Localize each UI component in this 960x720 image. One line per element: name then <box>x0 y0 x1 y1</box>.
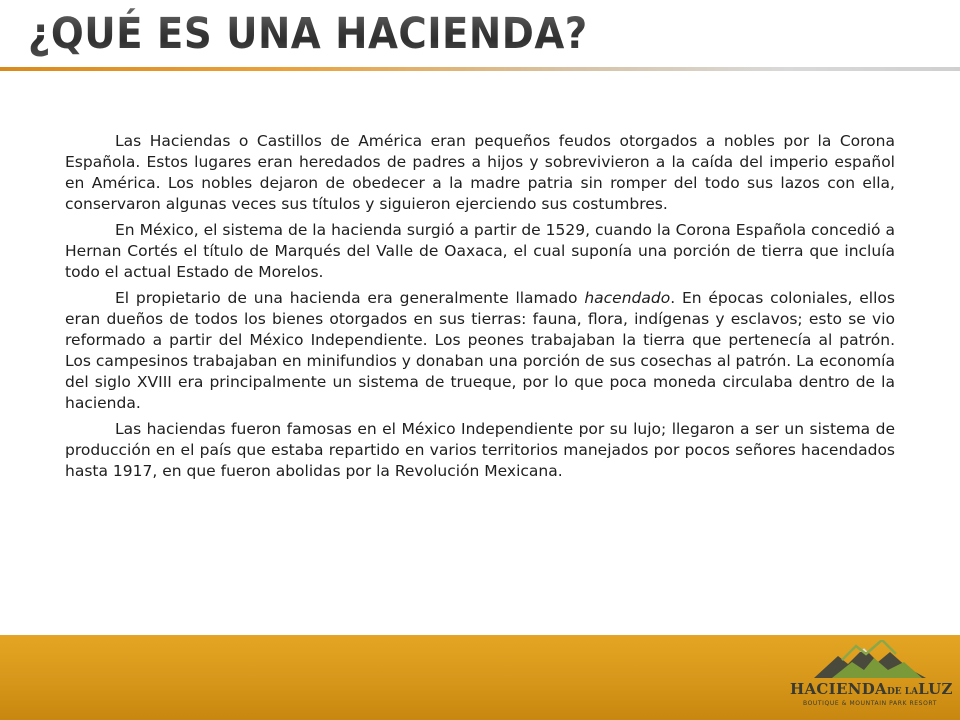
mountains-icon <box>812 640 928 680</box>
title-divider <box>0 67 960 71</box>
paragraph-2: En México, el sistema de la hacienda surgió a partir de 1529, cuando la Corona Española concedió a Hernan Cortés el título de Marqués del Valle de Oaxaca, el cual suponía una porción de tierra que incluía todo el actual Estado de Morelos. <box>65 221 895 281</box>
paragraph-4: Las haciendas fueron famosas en el México Independiente por su lujo; llegaron a ser un sistema de producción en el país que estaba repartido en varios territorios manejados por pocos señores hacendados hasta 1917, en que fueron abolidas por la Revolución Mexicana. <box>65 420 895 480</box>
slide-title: ¿QUÉ ES UNA HACIENDA? <box>28 6 838 62</box>
body-text <box>65 131 895 487</box>
logo-tagline: BOUTIQUE & MOUNTAIN PARK RESORT <box>802 700 938 707</box>
logo-name-small: DE LA <box>886 687 919 697</box>
paragraph-1: Las Haciendas o Castillos de América eran pequeños feudos otorgados a nobles por la Corona Española. Estos lugares eran heredados de padres a hijos y sobrevivieron a la caída del imperio español en América. Los nobles dejaron de obedecer a la madre patria sin romper del todo sus lazos con ella, conservaron algunas veces sus títulos y siguieron ejerciendo sus costumbres. <box>65 132 895 213</box>
term-hacendado: hacendado <box>584 289 671 307</box>
logo-wordmark <box>790 680 953 698</box>
paragraph-3-text-start: El propietario de una hacienda era generalmente llamado <box>115 289 585 307</box>
paragraph-3-text-end: . En épocas coloniales, ellos eran dueños de todos los bienes otorgados en sus tierras: fauna, flora, indígenas y esclavos; esto se vio reformado a partir del México Independiente. Los peones trabajaban la tierra que pertenecía al patrón. Los campesinos trabajaban en minifundios y donaban una porción de sus cosechas al patrón. La economía del siglo XVIII era principalmente un sistema de trueque, por lo que poca moneda circulaba dentro de la hacienda. <box>65 289 895 412</box>
logo-name-end: LUZ <box>918 680 953 698</box>
brand-logo <box>790 640 953 716</box>
logo-name-main: HACIENDA <box>790 680 887 698</box>
paragraph-3 <box>65 288 895 414</box>
